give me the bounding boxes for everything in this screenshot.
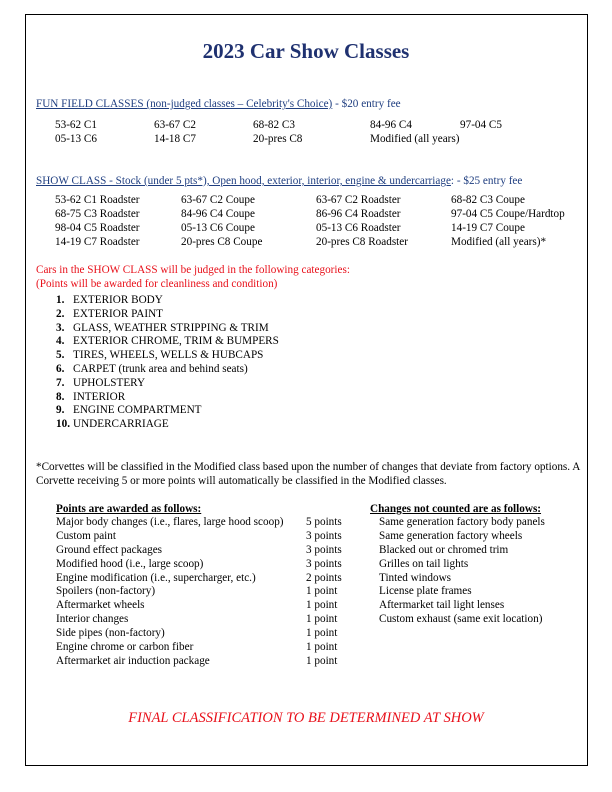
not-counted-item: License plate frames: [379, 585, 472, 598]
fun-class: 97-04 C5: [460, 119, 502, 131]
show-class-heading-line: [36, 174, 522, 188]
show-class: 98-04 C5 Roadster: [55, 222, 140, 234]
show-class: 14-19 C7 Roadster: [55, 236, 140, 248]
show-class: 84-96 C4 Coupe: [181, 208, 255, 220]
points-item-value: 2 points: [306, 571, 342, 584]
not-counted-item: Aftermarket tail light lenses: [379, 599, 505, 612]
points-item-label: Engine modification (i.e., supercharger, etc.): [56, 571, 256, 584]
category-item: 4. EXTERIOR CHROME, TRIM & BUMPERS: [56, 335, 279, 348]
show-class: 14-19 C7 Coupe: [451, 222, 525, 234]
points-item-value: 1 point: [306, 599, 338, 612]
category-item: 9. ENGINE COMPARTMENT: [56, 404, 202, 417]
final-classification-note: FINAL CLASSIFICATION TO BE DETERMINED AT SHOW: [128, 710, 484, 726]
category-item: 1. EXTERIOR BODY: [56, 294, 163, 306]
fun-class: Modified (all years): [370, 133, 460, 145]
points-item-value: 3 points: [306, 543, 342, 556]
category-item: 7. UPHOLSTERY: [56, 376, 146, 389]
show-class: 86-96 C4 Roadster: [316, 208, 401, 220]
not-counted-heading: Changes not counted are as follows:: [370, 503, 542, 515]
fun-field-fee: - $20 entry fee: [332, 98, 401, 110]
judging-note: (Points will be awarded for cleanliness and condition): [36, 278, 278, 290]
points-item-value: 1 point: [306, 654, 338, 667]
fun-class: 84-96 C4: [370, 119, 412, 131]
show-class: 68-82 C3 Coupe: [451, 194, 525, 206]
show-class-fee: : - $25 entry fee: [450, 175, 523, 187]
points-item-value: 1 point: [306, 613, 338, 626]
fun-class: 63-67 C2: [154, 119, 196, 131]
points-item-label: Major body changes (i.e., flares, large hood scoop): [56, 516, 284, 528]
points-item-label: Side pipes (non-factory): [56, 627, 165, 640]
fun-field-heading-line: [36, 97, 401, 111]
not-counted-item: Same generation factory wheels: [379, 529, 523, 542]
fun-class: 53-62 C1: [55, 119, 97, 131]
category-item: 2. EXTERIOR PAINT: [56, 307, 164, 320]
points-item-value: 1 point: [306, 627, 338, 640]
show-class: 63-67 C2 Roadster: [316, 194, 401, 206]
show-class: 20-pres C8 Coupe: [181, 236, 263, 248]
fun-class: 14-18 C7: [154, 133, 196, 145]
points-item-label: Interior changes: [56, 613, 129, 626]
judging-intro: Cars in the SHOW CLASS will be judged in the following categories:: [36, 264, 350, 276]
points-item-label: Ground effect packages: [56, 543, 163, 556]
show-class-heading: SHOW CLASS - Stock (under 5 pts*), Open hood, exterior, interior, engine & undercarriage: [36, 175, 451, 187]
category-item: 3. GLASS, WEATHER STRIPPING & TRIM: [56, 321, 269, 334]
show-class: 20-pres C8 Roadster: [316, 236, 408, 248]
points-item-label: Custom paint: [56, 529, 116, 542]
category-item: 10. UNDERCARRIAGE: [56, 418, 169, 431]
show-class: 63-67 C2 Coupe: [181, 194, 255, 206]
fun-field-heading: FUN FIELD CLASSES (non-judged classes – Celebrity's Choice): [36, 98, 333, 110]
points-item-value: 3 points: [306, 529, 342, 542]
points-item-label: Aftermarket wheels: [56, 599, 145, 612]
points-item-label: Modified hood (i.e., large scoop): [56, 557, 204, 570]
show-class: 05-13 C6 Coupe: [181, 222, 255, 234]
page-title: 2023 Car Show Classes: [202, 39, 410, 63]
category-item: 8. INTERIOR: [56, 390, 126, 403]
points-item-label: Aftermarket air induction package: [56, 654, 210, 667]
points-item-value: 5 points: [306, 516, 342, 528]
not-counted-list: [379, 516, 545, 627]
not-counted-item: Tinted windows: [379, 571, 452, 584]
points-item-value: 1 point: [306, 641, 338, 654]
not-counted-item: Same generation factory body panels: [379, 516, 545, 528]
fun-class: 68-82 C3: [253, 119, 295, 131]
points-list: [56, 516, 284, 669]
judging-categories: [56, 294, 279, 432]
points-item-label: Engine chrome or carbon fiber: [56, 641, 194, 654]
category-item: 6. CARPET (trunk area and behind seats): [56, 362, 248, 375]
points-values: [306, 516, 342, 669]
not-counted-item: Grilles on tail lights: [379, 557, 469, 570]
show-class: 97-04 C5 Coupe/Hardtop: [451, 208, 565, 220]
show-class: 53-62 C1 Roadster: [55, 194, 140, 206]
show-class: 68-75 C3 Roadster: [55, 208, 140, 220]
not-counted-item: Custom exhaust (same exit location): [379, 613, 543, 626]
points-item-label: Spoilers (non-factory): [56, 585, 156, 598]
points-heading: Points are awarded as follows:: [56, 503, 202, 515]
category-item: 5. TIRES, WHEELS, WELLS & HUBCAPS: [56, 349, 264, 362]
not-counted-item: Blacked out or chromed trim: [379, 543, 509, 556]
points-item-value: 1 point: [306, 585, 338, 598]
fun-class: 05-13 C6: [55, 133, 97, 145]
show-class: 05-13 C6 Roadster: [316, 222, 401, 234]
show-class: Modified (all years)*: [451, 236, 547, 248]
modified-class-note: *Corvettes will be classified in the Modified class based upon the number of changes that deviate from factory options. A Corvette receiving 5 or more points will automatically be classified in the Modified classes.: [36, 461, 580, 488]
fun-class: 20-pres C8: [253, 133, 303, 145]
points-item-value: 3 points: [306, 557, 342, 570]
